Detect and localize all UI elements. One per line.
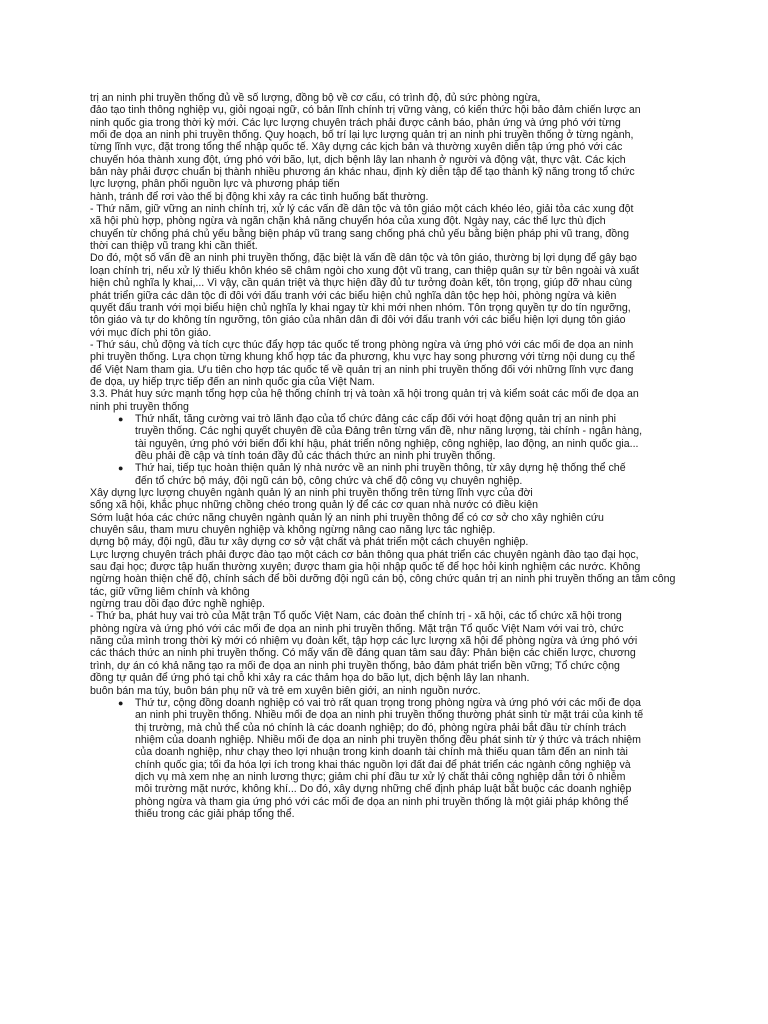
text-line: của doanh nghiệp, như chạy theo lợi nhuận trong kinh doanh tài chính mà thiếu quan tâm đến an ninh tài: [135, 746, 628, 759]
text-line: dịch vụ mà xem nhẹ an ninh lương thực; giảm chi phí đầu tư xử lý chất thải công nghiệp dẫn tới ô nhiễm: [135, 770, 626, 783]
bullet-list: [90, 697, 694, 820]
paragraph: [90, 92, 694, 203]
text-line: chuyển từ chống phá chủ yếu bằng biện pháp vũ trang sang chống phá chủ yếu bằng biện pháp phi vũ trang, đồng: [90, 227, 629, 240]
text-line: sống xã hội, khắc phục những chồng chéo trong quản lý để các cơ quan nhà nước có điều kiện: [90, 499, 539, 512]
paragraph: [90, 388, 694, 413]
text-line: buôn bán ma túy, buôn bán phụ nữ và trẻ em xuyên biên giới, an ninh nguồn nước.: [90, 684, 481, 697]
text-line: tôn giáo và tự do không tín ngưỡng, tôn giáo của nhân dân đi đôi với đấu tranh với các biểu hiện lợi dụng tôn giáo: [90, 314, 626, 327]
text-line: trị an ninh phi truyền thống đủ về số lượng, đồng bộ về cơ cấu, có trình độ, đủ sức phòng ngừa,: [90, 92, 541, 104]
text-line: an ninh phi truyền thống. Nhiều mối đe dọa an ninh phi truyền thống thường phát sinh từ mặt trái của kinh tế: [135, 709, 644, 722]
paragraph: [90, 203, 694, 252]
text-line: quyết đấu tranh với mọi biểu hiện chủ nghĩa ly khai ngay từ khi mới nhen nhóm. Tôn trọng quyền tự do tín ngưỡng,: [90, 301, 631, 314]
text-line: - Thứ năm, giữ vững an ninh chính trị, xử lý các vấn đề dân tộc và tôn giáo một cách khéo léo, giải tỏa các xung đột: [90, 203, 634, 216]
text-line: hành, tránh để rơi vào thế bị động khi xảy ra các tình huống bất thường.: [90, 190, 429, 203]
text-line: phi truyền thống. Lựa chọn từng khung khổ hợp tác đa phương, khu vực hay song phương với từng nội dung cụ thể: [90, 351, 636, 364]
text-line: thiếu trong các giải pháp tổng thể.: [135, 807, 295, 820]
paragraph: [90, 487, 694, 512]
text-line: ngừng trau dồi đạo đức nghề nghiệp.: [90, 598, 265, 611]
bullet-list: [90, 413, 694, 487]
text-line: đều phải đề cập và tính toán đầy đủ các thách thức an ninh phi truyền thống.: [135, 449, 496, 462]
paragraph: [90, 610, 694, 684]
text-line: để Việt Nam tham gia. Ưu tiên cho hợp tác quốc tế về quản trị an ninh phi truyền thống đối với những lĩnh vực đang: [90, 363, 634, 376]
text-line: bản này phải được chuẩn bị thành nhiều phương án khác nhau, định kỳ diễn tập để tạo thành kỹ năng trong tổ chức: [90, 166, 635, 179]
paragraph: [90, 339, 694, 388]
text-line: tác, giữ vững liêm chính và không: [90, 585, 250, 598]
text-line: sau đại học; được tập huấn thường xuyên; được tham gia hội nhập quốc tế để học hỏi kinh nghiệm các nước. Không: [90, 561, 641, 574]
text-line: tài nguyên, ứng phó với biến đổi khí hậu, phát triển nông nghiệp, công nghiệp, lao động, an ninh quốc gia...: [135, 437, 639, 450]
text-line: mối đe dọa an ninh phi truyền thống. Quy hoạch, bố trí lại lực lượng quản trị an ninh phi truyền thống ở từng ngành,: [90, 129, 634, 142]
text-line: Thứ tư, cộng đồng doanh nghiệp có vai trò rất quan trọng trong phòng ngừa và ứng phó với các mối đe dọa: [135, 696, 641, 709]
text-line: dựng bộ máy, đội ngũ, đầu tư xây dựng cơ sở vật chất và phát triển một cách chuyên nghiệp.: [90, 536, 529, 549]
bullet-icon: ●: [118, 697, 124, 708]
paragraph: [90, 536, 694, 548]
text-line: Xây dựng lực lượng chuyên ngành quản lý an ninh phi truyền thống trên từng lĩnh vực của đời: [90, 487, 533, 499]
text-line: Lực lượng chuyên trách phải được đào tạo một cách cơ bản thông qua phát triển các chuyên ngành đào tạo đại học,: [90, 548, 639, 561]
paragraph: [90, 549, 694, 611]
text-line: đe dọa, uy hiếp trực tiếp đến an ninh quốc gia của Việt Nam.: [90, 375, 375, 388]
bullet-item: [90, 697, 694, 820]
paragraph: [90, 685, 694, 697]
text-line: trình, dự án có khả năng tạo ra mối đe dọa an ninh phi truyền thống, bảo đảm phát triển bền vững; Tổ chức cộng: [90, 659, 620, 672]
bullet-item: [90, 462, 694, 487]
text-line: loạn chính trị, nếu xử lý thiếu khôn khéo sẽ châm ngòi cho xung đột vũ trang, can thiệp quân sự từ bên ngoài và xuất: [90, 264, 639, 277]
text-line: nhiệm của doanh nghiệp. Nhiều mối đe dọa an ninh phi truyền thống đều phát sinh từ ý thức và trách nhiệm: [135, 733, 641, 746]
text-line: từng lĩnh vực, đặt trong tổng thể nhập quốc tế. Xây dựng các kịch bản và thường xuyên diễn tập ứng phó với các: [90, 141, 623, 154]
text-line: thị trường, mà chủ thể của nó chính là các doanh nghiệp; do đó, phòng ngừa phải bắt đầu từ chính trách: [135, 721, 627, 734]
text-line: Thứ nhất, tăng cường vai trò lãnh đạo của tổ chức đảng các cấp đối với hoạt động quản trị an ninh phi: [135, 412, 617, 425]
text-line: - Thứ sáu, chủ động và tích cực thúc đẩy hợp tác quốc tế trong phòng ngừa và ứng phó với các mối đe dọa an ninh: [90, 338, 634, 351]
paragraph: [90, 252, 694, 338]
text-line: chuyên sâu, tham mưu chuyên nghiệp và không ngừng nâng cao năng lực tác nghiệp.: [90, 524, 496, 537]
text-line: đến tổ chức bộ máy, đội ngũ cán bộ, công chức và chế độ công vụ chuyên nghiệp.: [135, 474, 523, 487]
text-line: - Thứ ba, phát huy vai trò của Mặt trận Tổ quốc Việt Nam, các đoàn thể chính trị - xã hội, các tổ chức xã hội trong: [90, 610, 622, 623]
text-line: năng của mình trong thời kỳ mới có nhiệm vụ đoàn kết, tập hợp các lực lượng xã hội để phòng ngừa và ứng phó với: [90, 635, 638, 648]
text-line: phát triển giữa các dân tộc đi đôi với đấu tranh với các biểu hiện chủ nghĩa dân tộc hẹp hòi, phòng ngừa và kiên: [90, 289, 617, 302]
text-line: ninh quốc gia trong thời kỳ mới. Các lực lượng chuyên trách phải được cảnh báo, phản ứng và ứng phó với từng: [90, 116, 621, 129]
text-line: xã hội phù hợp, phòng ngừa và ngăn chặn khả năng chuyển hóa của xung đột. Ngày nay, các thế lực thù địch: [90, 215, 606, 228]
bullet-icon: ●: [118, 463, 124, 474]
text-line: chính quốc gia; tối đa hóa lợi ích trong khai thác nguồn lợi đất đai để phát triển các ngành công nghiệp và: [135, 758, 631, 771]
text-line: đồng tự quản để ứng phó tại chỗ khi xảy ra các thảm họa do bão lụt, dịch bệnh lây lan nhanh.: [90, 672, 530, 685]
text-line: phòng ngừa và tham gia ứng phó với các mối đe dọa an ninh phi truyền thống là một giải pháp không thể: [135, 795, 629, 808]
text-line: đảo tạo tinh thông nghiệp vụ, giỏi ngoại ngữ, có bản lĩnh chính trị vững vàng, có kiến thức hội bảo đảm chiến lược an: [90, 104, 641, 117]
bullet-item: [90, 413, 694, 462]
text-line: Do đó, một số vấn đề an ninh phi truyền thống, đặc biệt là vấn đề dân tộc và tôn giáo, thường bị lợi dụng để gây bạo: [90, 252, 637, 265]
text-line: phòng ngừa và ứng phó với các mối đe dọa an ninh phi truyền thống. Mặt trận Tổ quốc Việt Nam với vai trò, chức: [90, 622, 624, 635]
text-line: thời can thiệp vũ trang khi cần thiết.: [90, 240, 258, 253]
text-line: Sớm luật hóa các chức năng chuyên ngành quản lý an ninh phi truyền thông để có cơ sở cho xây nghiên cứu: [90, 511, 604, 524]
text-line: truyền thống. Các nghị quyết chuyên đề của Đảng trên từng vấn đề, như năng lượng, tài chính - ngân hàng,: [135, 425, 643, 438]
paragraph: [90, 512, 694, 537]
bullet-icon: ●: [118, 413, 124, 424]
text-line: 3.3. Phát huy sức mạnh tổng hợp của hệ thống chính trị và toàn xã hội trong quản trị và kiểm soát các mối đe dọa an: [90, 388, 639, 401]
document-body: [90, 92, 694, 820]
text-line: môi trường mặt nước, không khí... Do đó, xây dựng những chế định pháp luật bắt buộc các doanh nghiệp: [135, 783, 632, 796]
text-line: hiện chủ nghĩa ly khai,... Vì vậy, cần quán triệt và thực hiện đầy đủ tư tưởng đoàn kết, tôn trọng, giúp đỡ nhau cùng: [90, 277, 633, 290]
text-line: các thách thức an ninh phi truyền thống. Có mấy vấn đề đáng quan tâm sau đây: Phản biện các chiến lược, chương: [90, 647, 636, 660]
text-line: chuyến hóa thành xung đột, ứng phó với bão, lụt, dịch bệnh lây lan nhanh ở người và động vật, thực vật. Các kịch: [90, 153, 626, 166]
text-line: lực lượng, phân phối nguồn lực và phương pháp tiến: [90, 178, 340, 191]
text-line: Thứ hai, tiếp tục hoàn thiện quản lý nhà nước về an ninh phi truyền thông, từ xây dựng hệ thống thể chế: [135, 462, 626, 475]
text-line: với mục đích phi tôn giáo.: [90, 326, 212, 339]
text-line: ninh phi truyền thống: [90, 400, 189, 413]
text-line: ngừng hoàn thiện chế độ, chính sách để bồi dưỡng đội ngũ cán bộ, công chức quản trị an ninh phi truyền thống an tâm công: [90, 573, 676, 586]
